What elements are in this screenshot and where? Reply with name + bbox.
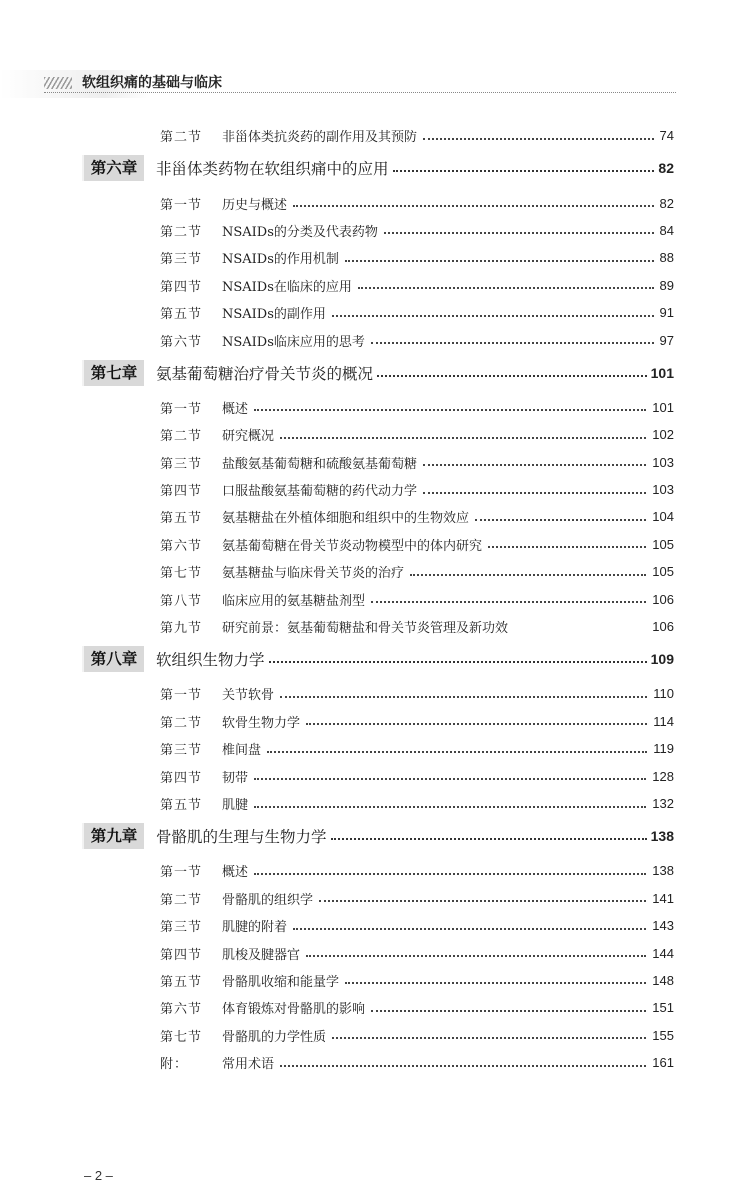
section-number: 第二节 [160,224,203,240]
section-title: 骨骼肌的组织学 [222,892,314,908]
toc-section[interactable] [160,394,674,421]
section-title: 关节软骨 [222,688,275,704]
leader-dots [332,307,654,317]
toc-section[interactable] [160,217,674,244]
leader-dots [371,334,654,344]
leader-dots [384,224,654,234]
chapter-number: 第六章 [84,155,144,181]
section-title: 氨基葡萄糖在骨关节炎动物模型中的体内研究 [222,538,483,554]
section-page: 144 [652,945,674,961]
section-number: 第七节 [160,1029,203,1045]
leader-dots [423,484,646,494]
section-number: 第五节 [160,307,203,323]
toc-section[interactable] [160,912,674,939]
header-rule [44,92,676,93]
toc-section[interactable] [160,189,674,216]
section-page: 110 [653,686,674,702]
leader-dots [345,252,654,262]
leader-dots [319,892,646,902]
toc-section[interactable] [160,994,674,1021]
section-title: 临床应用的氨基糖盐剂型 [222,593,366,609]
section-title: 非甾体类抗炎药的副作用及其预防 [222,130,418,146]
leader-dots [410,566,646,576]
section-page: 102 [652,427,674,443]
section-page: 91 [659,305,674,321]
section-page: 132 [652,796,674,811]
section-page: 89 [659,277,674,293]
leader-dots [423,456,646,466]
leader-dots [358,279,654,289]
leader-dots [393,161,655,172]
section-title: 氨基糖盐与临床骨关节炎的治疗 [222,566,405,582]
section-number: 第一节 [160,865,203,881]
section-number: 第二节 [160,715,203,731]
section-number: 第五节 [160,511,203,527]
chapter-page: 138 [650,828,674,845]
section-number: 第三节 [160,920,203,936]
section-page: 143 [652,918,674,934]
toc-section[interactable] [160,1022,674,1049]
table-of-contents [0,122,750,1076]
toc-section[interactable] [160,857,674,884]
section-title: 肌腱的附着 [222,920,288,936]
section-number: 第四节 [160,947,203,963]
section-page: 84 [659,222,674,238]
leader-dots [331,829,647,840]
section-title: 研究前景：氨基葡萄糖盐和骨关节炎管理及新功效 [222,621,509,637]
toc-chapter[interactable] [0,153,674,183]
section-title: NSAIDs的副作用 [222,307,326,323]
section-number: 第一节 [160,688,203,704]
section-page: 138 [652,863,674,879]
toc-section[interactable] [160,244,674,271]
toc-section[interactable] [160,735,674,762]
toc-section[interactable] [160,449,674,476]
toc-section[interactable] [160,790,674,817]
section-page: 103 [652,482,674,498]
toc-section[interactable] [160,421,674,448]
toc-section[interactable] [160,708,674,735]
toc-section[interactable] [160,531,674,558]
section-page: 141 [652,890,674,906]
section-title: 概述 [222,865,249,881]
toc-section[interactable] [160,885,674,912]
section-page: 103 [652,454,674,470]
section-page: 88 [659,250,674,266]
toc-chapter[interactable] [0,358,674,388]
leader-dots [306,947,646,957]
leader-dots [254,401,646,411]
chapter-number: 第九章 [84,823,144,849]
toc-section[interactable] [160,967,674,994]
section-number: 第六节 [160,1002,203,1018]
leader-dots [267,743,647,753]
section-page: 161 [652,1055,674,1071]
section-title: 历史与概述 [222,197,288,213]
chapter-page: 82 [658,160,674,177]
chapter-title: 软组织生物力学 [156,651,265,670]
leader-dots [371,593,646,603]
toc-chapter[interactable] [0,644,674,674]
leader-dots [377,366,647,377]
section-title: 常用术语 [222,1057,275,1073]
section-number: 第三节 [160,252,203,268]
leader-dots [345,974,646,984]
leader-dots [488,538,646,548]
toc-section[interactable] [160,476,674,503]
section-number: 第七节 [160,566,203,582]
toc-section[interactable] [160,939,674,966]
section-title: 椎间盘 [222,743,262,759]
section-number: 第九节 [160,621,203,637]
section-title: 肌腱 [222,798,249,813]
section-title: 肌梭及腱器官 [222,947,301,963]
leader-dots [254,770,646,780]
section-page: 106 [652,591,674,607]
section-title: 韧带 [222,770,249,786]
toc-chapter[interactable] [0,821,674,851]
book-title: 软组织痛的基础与临床 [82,75,222,91]
section-page: 105 [652,564,674,580]
section-title: NSAIDs临床应用的思考 [222,334,365,350]
toc-section[interactable] [160,680,674,707]
section-title: 研究概况 [222,429,275,445]
leader-dots [280,1057,646,1067]
section-page: 114 [653,713,674,729]
chapter-title: 骨骼肌的生理与生物力学 [156,828,327,847]
section-title: 氨基糖盐在外植体细胞和组织中的生物效应 [222,511,470,527]
section-title: NSAIDs的作用机制 [222,252,339,268]
running-header [0,62,750,98]
section-number: 第二节 [160,130,203,146]
section-title: 盐酸氨基葡萄糖和硫酸氨基葡萄糖 [222,456,418,472]
leader-dots [371,1002,646,1012]
toc-section[interactable] [160,613,674,640]
chapter-number: 第七章 [84,360,144,386]
chapter-title: 非甾体类药物在软组织痛中的应用 [156,160,389,179]
section-number: 第六节 [160,334,203,350]
section-title: NSAIDs的分类及代表药物 [222,224,378,240]
leader-dots [332,1029,646,1039]
toc-section[interactable] [160,585,674,612]
section-number: 第二节 [160,429,203,445]
section-page: 106 [652,619,674,635]
section-page: 74 [659,128,674,144]
page-number: – 2 – [84,1168,113,1183]
section-page: 148 [652,972,674,988]
toc-section[interactable] [160,299,674,326]
leader-dots [293,197,654,207]
leader-dots [423,130,654,140]
section-title: 骨骼肌收缩和能量学 [222,974,340,990]
toc-section[interactable] [160,122,674,149]
section-number: 第五节 [160,798,203,813]
section-page: 119 [653,741,674,757]
section-number: 第六节 [160,538,203,554]
leader-dots [293,920,646,930]
section-number: 第四节 [160,770,203,786]
section-page: 101 [652,399,674,415]
section-number: 第四节 [160,279,203,295]
chapter-title: 氨基葡萄糖治疗骨关节炎的概况 [156,364,374,383]
leader-dots [254,798,646,808]
section-title: 口服盐酸氨基葡萄糖的药代动力学 [222,484,418,500]
toc-section[interactable] [160,1049,674,1076]
toc-section[interactable] [160,558,674,585]
section-number: 第四节 [160,484,203,500]
leader-dots [280,429,646,439]
chapter-page: 101 [650,364,674,381]
chapter-page: 109 [650,651,674,668]
leader-dots [269,652,647,663]
leader-dots [254,865,646,875]
section-number: 第八节 [160,593,203,609]
toc-section[interactable] [160,762,674,789]
section-title: 骨骼肌的力学性质 [222,1029,327,1045]
section-number: 第五节 [160,974,203,990]
toc-section[interactable] [160,326,674,353]
section-page: 97 [659,332,674,348]
section-number: 第一节 [160,401,203,417]
section-page: 151 [652,1000,674,1016]
section-page: 155 [652,1027,674,1043]
section-number: 第三节 [160,456,203,472]
header-stripes-decoration [44,77,72,89]
section-title: NSAIDs在临床的应用 [222,279,352,295]
section-number: 第三节 [160,743,203,759]
section-page: 104 [652,509,674,525]
section-number: 第二节 [160,892,203,908]
section-title: 体育锻炼对骨骼肌的影响 [222,1002,366,1018]
section-title: 软骨生物力学 [222,715,301,731]
section-title: 概述 [222,401,249,417]
section-number: 附： [160,1057,189,1073]
leader-dots [475,511,646,521]
section-page: 82 [659,195,674,211]
leader-dots [306,715,647,725]
section-page: 105 [652,536,674,552]
section-number: 第一节 [160,197,203,213]
toc-section[interactable] [160,503,674,530]
section-page: 128 [652,768,674,784]
leader-dots [280,688,647,698]
chapter-number: 第八章 [84,646,144,672]
toc-section[interactable] [160,272,674,299]
